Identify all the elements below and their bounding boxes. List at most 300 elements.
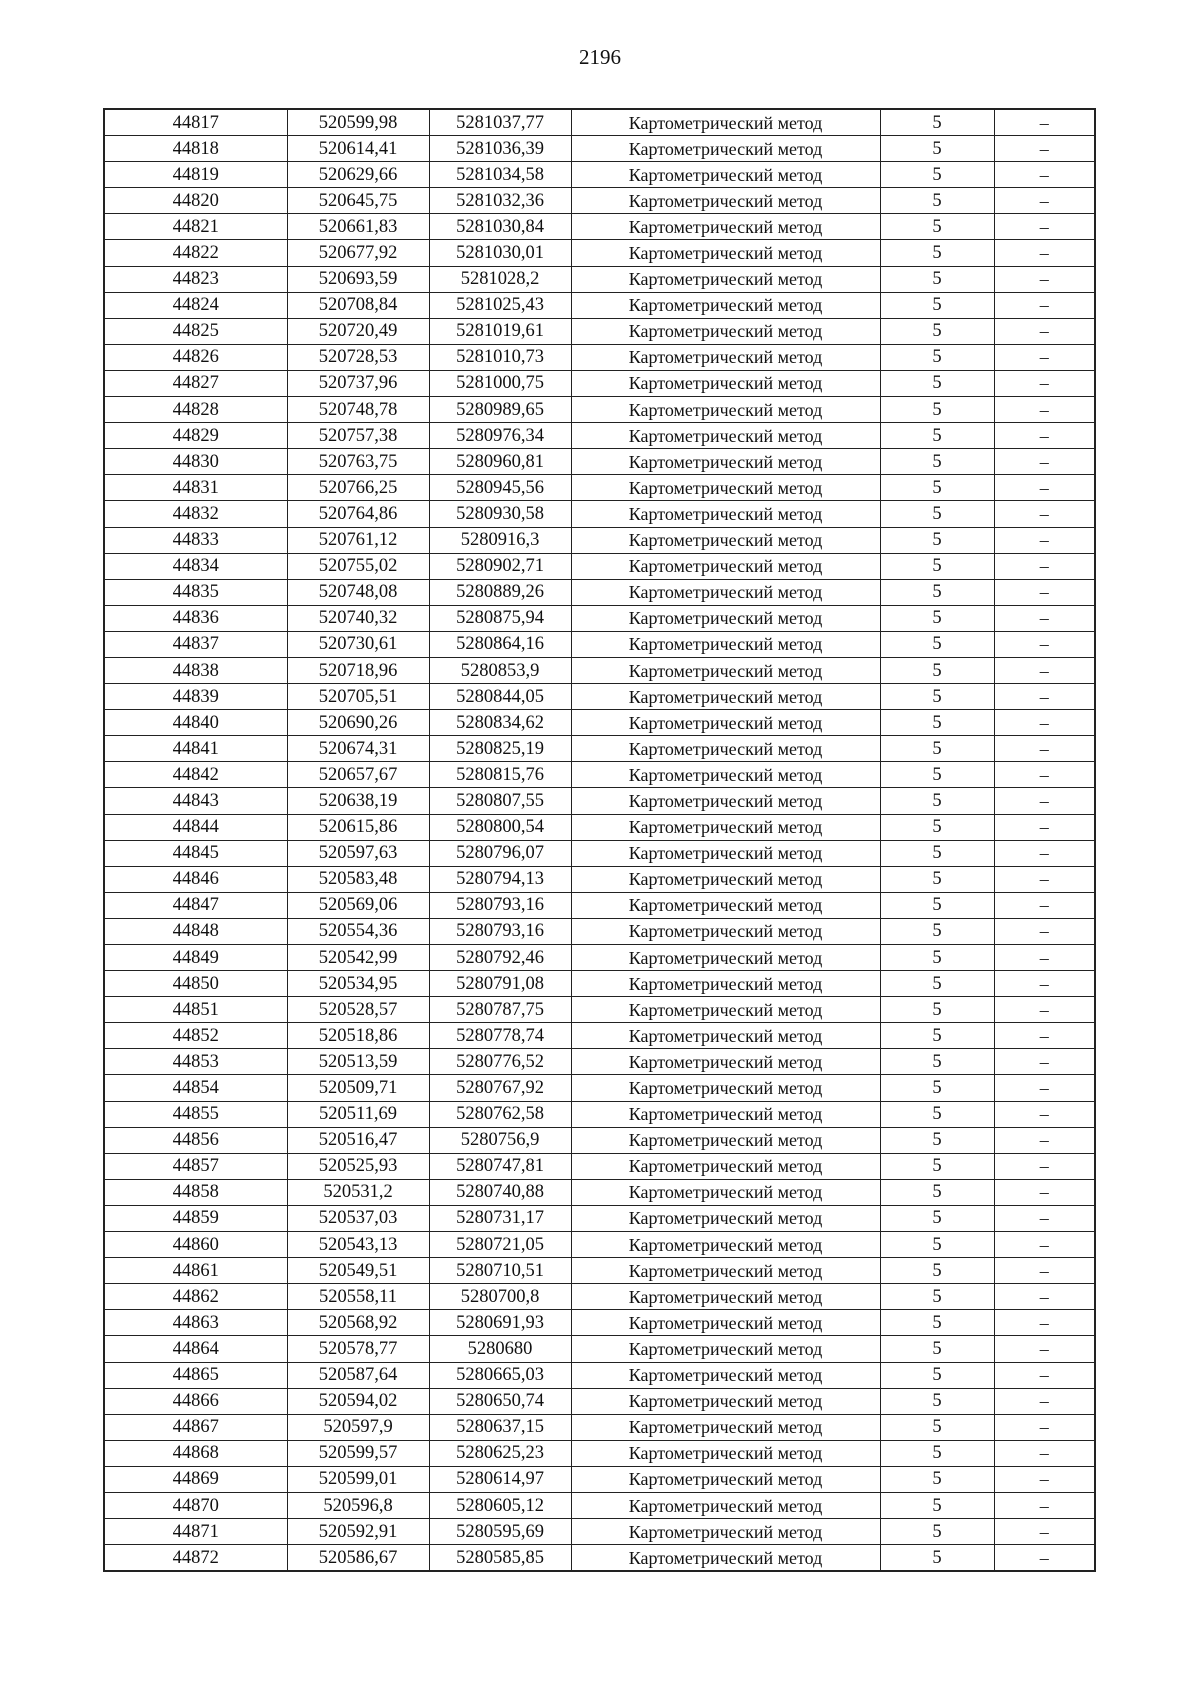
- method-cell: Картометрический метод: [571, 370, 880, 396]
- point-number-cell: 44823: [104, 266, 287, 292]
- table-row: [104, 1362, 1095, 1388]
- point-number-cell: 44837: [104, 631, 287, 657]
- accuracy-cell: 5: [880, 605, 994, 631]
- x-coordinate-cell: 520755,02: [287, 553, 429, 579]
- accuracy-cell: 5: [880, 866, 994, 892]
- y-coordinate-cell: 5281037,77: [429, 109, 571, 136]
- point-number-cell: 44868: [104, 1440, 287, 1466]
- table-row: [104, 918, 1095, 944]
- accuracy-cell: 5: [880, 240, 994, 266]
- method-cell: Картометрический метод: [571, 1179, 880, 1205]
- method-cell: Картометрический метод: [571, 1466, 880, 1492]
- y-coordinate-cell: 5280740,88: [429, 1179, 571, 1205]
- x-coordinate-cell: 520537,03: [287, 1205, 429, 1231]
- x-coordinate-cell: 520728,53: [287, 344, 429, 370]
- x-coordinate-cell: 520764,86: [287, 501, 429, 527]
- x-coordinate-cell: 520757,38: [287, 423, 429, 449]
- point-number-cell: 44863: [104, 1310, 287, 1336]
- point-number-cell: 44833: [104, 527, 287, 553]
- x-coordinate-cell: 520599,98: [287, 109, 429, 136]
- table-row: [104, 684, 1095, 710]
- table-row: [104, 475, 1095, 501]
- note-cell: –: [994, 605, 1095, 631]
- accuracy-cell: 5: [880, 397, 994, 423]
- accuracy-cell: 5: [880, 1153, 994, 1179]
- note-cell: –: [994, 710, 1095, 736]
- table-row: [104, 1127, 1095, 1153]
- table-row: [104, 214, 1095, 240]
- y-coordinate-cell: 5280595,69: [429, 1519, 571, 1545]
- y-coordinate-cell: 5280762,58: [429, 1101, 571, 1127]
- method-cell: Картометрический метод: [571, 527, 880, 553]
- point-number-cell: 44832: [104, 501, 287, 527]
- accuracy-cell: 5: [880, 344, 994, 370]
- table-row: [104, 710, 1095, 736]
- table-row: [104, 162, 1095, 188]
- accuracy-cell: 5: [880, 788, 994, 814]
- accuracy-cell: 5: [880, 1362, 994, 1388]
- method-cell: Картометрический метод: [571, 1492, 880, 1518]
- method-cell: Картометрический метод: [571, 109, 880, 136]
- table-row: [104, 292, 1095, 318]
- y-coordinate-cell: 5280605,12: [429, 1492, 571, 1518]
- accuracy-cell: 5: [880, 1127, 994, 1153]
- x-coordinate-cell: 520599,57: [287, 1440, 429, 1466]
- method-cell: Картометрический метод: [571, 997, 880, 1023]
- table-row: [104, 840, 1095, 866]
- y-coordinate-cell: 5280710,51: [429, 1258, 571, 1284]
- accuracy-cell: 5: [880, 214, 994, 240]
- y-coordinate-cell: 5280793,16: [429, 892, 571, 918]
- note-cell: –: [994, 1284, 1095, 1310]
- method-cell: Картометрический метод: [571, 240, 880, 266]
- accuracy-cell: 5: [880, 318, 994, 344]
- x-coordinate-cell: 520708,84: [287, 292, 429, 318]
- y-coordinate-cell: 5280930,58: [429, 501, 571, 527]
- point-number-cell: 44825: [104, 318, 287, 344]
- y-coordinate-cell: 5280731,17: [429, 1205, 571, 1231]
- point-number-cell: 44841: [104, 736, 287, 762]
- coordinates-table-body: [104, 109, 1095, 1571]
- note-cell: –: [994, 136, 1095, 162]
- x-coordinate-cell: 520596,8: [287, 1492, 429, 1518]
- note-cell: –: [994, 1414, 1095, 1440]
- point-number-cell: 44860: [104, 1232, 287, 1258]
- method-cell: Картометрический метод: [571, 344, 880, 370]
- y-coordinate-cell: 5280650,74: [429, 1388, 571, 1414]
- x-coordinate-cell: 520748,08: [287, 579, 429, 605]
- note-cell: –: [994, 788, 1095, 814]
- note-cell: –: [994, 266, 1095, 292]
- x-coordinate-cell: 520592,91: [287, 1519, 429, 1545]
- y-coordinate-cell: 5280721,05: [429, 1232, 571, 1258]
- y-coordinate-cell: 5281030,01: [429, 240, 571, 266]
- method-cell: Картометрический метод: [571, 762, 880, 788]
- accuracy-cell: 5: [880, 1388, 994, 1414]
- note-cell: –: [994, 1258, 1095, 1284]
- table-row: [104, 788, 1095, 814]
- x-coordinate-cell: 520516,47: [287, 1127, 429, 1153]
- y-coordinate-cell: 5280916,3: [429, 527, 571, 553]
- accuracy-cell: 5: [880, 1545, 994, 1572]
- x-coordinate-cell: 520599,01: [287, 1466, 429, 1492]
- method-cell: Картометрический метод: [571, 397, 880, 423]
- table-row: [104, 1336, 1095, 1362]
- table-row: [104, 501, 1095, 527]
- note-cell: –: [994, 449, 1095, 475]
- table-row: [104, 579, 1095, 605]
- note-cell: –: [994, 971, 1095, 997]
- accuracy-cell: 5: [880, 710, 994, 736]
- y-coordinate-cell: 5280834,62: [429, 710, 571, 736]
- note-cell: –: [994, 1388, 1095, 1414]
- x-coordinate-cell: 520730,61: [287, 631, 429, 657]
- method-cell: Картометрический метод: [571, 605, 880, 631]
- table-row: [104, 1519, 1095, 1545]
- table-row: [104, 736, 1095, 762]
- note-cell: –: [994, 397, 1095, 423]
- note-cell: –: [994, 918, 1095, 944]
- accuracy-cell: 5: [880, 449, 994, 475]
- point-number-cell: 44818: [104, 136, 287, 162]
- y-coordinate-cell: 5280665,03: [429, 1362, 571, 1388]
- y-coordinate-cell: 5281034,58: [429, 162, 571, 188]
- y-coordinate-cell: 5280807,55: [429, 788, 571, 814]
- point-number-cell: 44857: [104, 1153, 287, 1179]
- table-row: [104, 1258, 1095, 1284]
- point-number-cell: 44842: [104, 762, 287, 788]
- note-cell: –: [994, 240, 1095, 266]
- table-row: [104, 631, 1095, 657]
- note-cell: –: [994, 814, 1095, 840]
- accuracy-cell: 5: [880, 370, 994, 396]
- table-row: [104, 1101, 1095, 1127]
- accuracy-cell: 5: [880, 136, 994, 162]
- accuracy-cell: 5: [880, 423, 994, 449]
- note-cell: –: [994, 1153, 1095, 1179]
- x-coordinate-cell: 520568,92: [287, 1310, 429, 1336]
- point-number-cell: 44838: [104, 657, 287, 683]
- note-cell: –: [994, 762, 1095, 788]
- method-cell: Картометрический метод: [571, 840, 880, 866]
- point-number-cell: 44859: [104, 1205, 287, 1231]
- point-number-cell: 44866: [104, 1388, 287, 1414]
- accuracy-cell: 5: [880, 1258, 994, 1284]
- method-cell: Картометрический метод: [571, 1232, 880, 1258]
- y-coordinate-cell: 5280844,05: [429, 684, 571, 710]
- table-row: [104, 397, 1095, 423]
- note-cell: –: [994, 579, 1095, 605]
- method-cell: Картометрический метод: [571, 292, 880, 318]
- table-row: [104, 136, 1095, 162]
- y-coordinate-cell: 5280825,19: [429, 736, 571, 762]
- table-row: [104, 1310, 1095, 1336]
- x-coordinate-cell: 520690,26: [287, 710, 429, 736]
- method-cell: Картометрический метод: [571, 684, 880, 710]
- method-cell: Картометрический метод: [571, 1023, 880, 1049]
- y-coordinate-cell: 5280747,81: [429, 1153, 571, 1179]
- note-cell: –: [994, 501, 1095, 527]
- y-coordinate-cell: 5280792,46: [429, 945, 571, 971]
- y-coordinate-cell: 5280794,13: [429, 866, 571, 892]
- method-cell: Картометрический метод: [571, 1075, 880, 1101]
- point-number-cell: 44821: [104, 214, 287, 240]
- method-cell: Картометрический метод: [571, 1127, 880, 1153]
- point-number-cell: 44848: [104, 918, 287, 944]
- y-coordinate-cell: 5280776,52: [429, 1049, 571, 1075]
- point-number-cell: 44858: [104, 1179, 287, 1205]
- table-row: [104, 1232, 1095, 1258]
- y-coordinate-cell: 5280875,94: [429, 605, 571, 631]
- y-coordinate-cell: 5280889,26: [429, 579, 571, 605]
- y-coordinate-cell: 5280625,23: [429, 1440, 571, 1466]
- table-row: [104, 370, 1095, 396]
- table-row: [104, 423, 1095, 449]
- x-coordinate-cell: 520761,12: [287, 527, 429, 553]
- coordinates-table: [103, 108, 1096, 1572]
- x-coordinate-cell: 520513,59: [287, 1049, 429, 1075]
- y-coordinate-cell: 5281010,73: [429, 344, 571, 370]
- x-coordinate-cell: 520569,06: [287, 892, 429, 918]
- accuracy-cell: 5: [880, 1414, 994, 1440]
- accuracy-cell: 5: [880, 527, 994, 553]
- y-coordinate-cell: 5280700,8: [429, 1284, 571, 1310]
- x-coordinate-cell: 520586,67: [287, 1545, 429, 1572]
- x-coordinate-cell: 520657,67: [287, 762, 429, 788]
- y-coordinate-cell: 5280637,15: [429, 1414, 571, 1440]
- point-number-cell: 44828: [104, 397, 287, 423]
- table-row: [104, 527, 1095, 553]
- note-cell: –: [994, 1336, 1095, 1362]
- note-cell: –: [994, 1075, 1095, 1101]
- point-number-cell: 44865: [104, 1362, 287, 1388]
- accuracy-cell: 5: [880, 814, 994, 840]
- note-cell: –: [994, 318, 1095, 344]
- note-cell: –: [994, 1205, 1095, 1231]
- accuracy-cell: 5: [880, 1440, 994, 1466]
- accuracy-cell: 5: [880, 1179, 994, 1205]
- x-coordinate-cell: 520594,02: [287, 1388, 429, 1414]
- y-coordinate-cell: 5280960,81: [429, 449, 571, 475]
- method-cell: Картометрический метод: [571, 1519, 880, 1545]
- point-number-cell: 44824: [104, 292, 287, 318]
- note-cell: –: [994, 657, 1095, 683]
- method-cell: Картометрический метод: [571, 1153, 880, 1179]
- x-coordinate-cell: 520528,57: [287, 997, 429, 1023]
- table-row: [104, 1179, 1095, 1205]
- point-number-cell: 44855: [104, 1101, 287, 1127]
- accuracy-cell: 5: [880, 1023, 994, 1049]
- x-coordinate-cell: 520645,75: [287, 188, 429, 214]
- y-coordinate-cell: 5281030,84: [429, 214, 571, 240]
- accuracy-cell: 5: [880, 631, 994, 657]
- x-coordinate-cell: 520542,99: [287, 945, 429, 971]
- point-number-cell: 44869: [104, 1466, 287, 1492]
- table-row: [104, 605, 1095, 631]
- method-cell: Картометрический метод: [571, 449, 880, 475]
- y-coordinate-cell: 5280853,9: [429, 657, 571, 683]
- accuracy-cell: 5: [880, 1232, 994, 1258]
- note-cell: –: [994, 1232, 1095, 1258]
- method-cell: Картометрический метод: [571, 1362, 880, 1388]
- point-number-cell: 44856: [104, 1127, 287, 1153]
- point-number-cell: 44822: [104, 240, 287, 266]
- x-coordinate-cell: 520558,11: [287, 1284, 429, 1310]
- x-coordinate-cell: 520674,31: [287, 736, 429, 762]
- method-cell: Картометрический метод: [571, 1049, 880, 1075]
- y-coordinate-cell: 5280691,93: [429, 1310, 571, 1336]
- x-coordinate-cell: 520614,41: [287, 136, 429, 162]
- accuracy-cell: 5: [880, 945, 994, 971]
- y-coordinate-cell: 5280815,76: [429, 762, 571, 788]
- x-coordinate-cell: 520549,51: [287, 1258, 429, 1284]
- method-cell: Картометрический метод: [571, 266, 880, 292]
- point-number-cell: 44836: [104, 605, 287, 631]
- x-coordinate-cell: 520534,95: [287, 971, 429, 997]
- x-coordinate-cell: 520597,63: [287, 840, 429, 866]
- y-coordinate-cell: 5280976,34: [429, 423, 571, 449]
- table-row: [104, 1545, 1095, 1572]
- note-cell: –: [994, 684, 1095, 710]
- method-cell: Картометрический метод: [571, 1388, 880, 1414]
- accuracy-cell: 5: [880, 840, 994, 866]
- point-number-cell: 44843: [104, 788, 287, 814]
- table-row: [104, 1388, 1095, 1414]
- x-coordinate-cell: 520693,59: [287, 266, 429, 292]
- method-cell: Картометрический метод: [571, 814, 880, 840]
- table-row: [104, 344, 1095, 370]
- point-number-cell: 44829: [104, 423, 287, 449]
- point-number-cell: 44834: [104, 553, 287, 579]
- table-row: [104, 762, 1095, 788]
- accuracy-cell: 5: [880, 579, 994, 605]
- accuracy-cell: 5: [880, 162, 994, 188]
- note-cell: –: [994, 1127, 1095, 1153]
- y-coordinate-cell: 5281000,75: [429, 370, 571, 396]
- y-coordinate-cell: 5281025,43: [429, 292, 571, 318]
- accuracy-cell: 5: [880, 188, 994, 214]
- point-number-cell: 44850: [104, 971, 287, 997]
- accuracy-cell: 5: [880, 1492, 994, 1518]
- table-row: [104, 1153, 1095, 1179]
- point-number-cell: 44846: [104, 866, 287, 892]
- y-coordinate-cell: 5280800,54: [429, 814, 571, 840]
- method-cell: Картометрический метод: [571, 162, 880, 188]
- accuracy-cell: 5: [880, 1205, 994, 1231]
- method-cell: Картометрический метод: [571, 1414, 880, 1440]
- point-number-cell: 44840: [104, 710, 287, 736]
- table-row: [104, 657, 1095, 683]
- point-number-cell: 44854: [104, 1075, 287, 1101]
- x-coordinate-cell: 520554,36: [287, 918, 429, 944]
- point-number-cell: 44862: [104, 1284, 287, 1310]
- table-row: [104, 188, 1095, 214]
- table-row: [104, 1492, 1095, 1518]
- x-coordinate-cell: 520509,71: [287, 1075, 429, 1101]
- table-row: [104, 1205, 1095, 1231]
- x-coordinate-cell: 520511,69: [287, 1101, 429, 1127]
- x-coordinate-cell: 520615,86: [287, 814, 429, 840]
- accuracy-cell: 5: [880, 762, 994, 788]
- note-cell: –: [994, 736, 1095, 762]
- point-number-cell: 44819: [104, 162, 287, 188]
- table-row: [104, 318, 1095, 344]
- y-coordinate-cell: 5280791,08: [429, 971, 571, 997]
- method-cell: Картометрический метод: [571, 136, 880, 162]
- point-number-cell: 44864: [104, 1336, 287, 1362]
- note-cell: –: [994, 1440, 1095, 1466]
- method-cell: Картометрический метод: [571, 1258, 880, 1284]
- y-coordinate-cell: 5280680: [429, 1336, 571, 1362]
- x-coordinate-cell: 520629,66: [287, 162, 429, 188]
- accuracy-cell: 5: [880, 736, 994, 762]
- point-number-cell: 44827: [104, 370, 287, 396]
- x-coordinate-cell: 520737,96: [287, 370, 429, 396]
- table-row: [104, 814, 1095, 840]
- y-coordinate-cell: 5280902,71: [429, 553, 571, 579]
- accuracy-cell: 5: [880, 1075, 994, 1101]
- accuracy-cell: 5: [880, 1284, 994, 1310]
- point-number-cell: 44870: [104, 1492, 287, 1518]
- point-number-cell: 44849: [104, 945, 287, 971]
- note-cell: –: [994, 109, 1095, 136]
- note-cell: –: [994, 997, 1095, 1023]
- accuracy-cell: 5: [880, 1101, 994, 1127]
- x-coordinate-cell: 520748,78: [287, 397, 429, 423]
- note-cell: –: [994, 1545, 1095, 1572]
- point-number-cell: 44871: [104, 1519, 287, 1545]
- y-coordinate-cell: 5280793,16: [429, 918, 571, 944]
- note-cell: –: [994, 840, 1095, 866]
- x-coordinate-cell: 520587,64: [287, 1362, 429, 1388]
- point-number-cell: 44845: [104, 840, 287, 866]
- note-cell: –: [994, 475, 1095, 501]
- y-coordinate-cell: 5280787,75: [429, 997, 571, 1023]
- note-cell: –: [994, 423, 1095, 449]
- accuracy-cell: 5: [880, 1310, 994, 1336]
- note-cell: –: [994, 527, 1095, 553]
- table-row: [104, 109, 1095, 136]
- y-coordinate-cell: 5280945,56: [429, 475, 571, 501]
- method-cell: Картометрический метод: [571, 631, 880, 657]
- method-cell: Картометрический метод: [571, 1101, 880, 1127]
- point-number-cell: 44835: [104, 579, 287, 605]
- accuracy-cell: 5: [880, 657, 994, 683]
- method-cell: Картометрический метод: [571, 866, 880, 892]
- note-cell: –: [994, 945, 1095, 971]
- method-cell: Картометрический метод: [571, 318, 880, 344]
- note-cell: –: [994, 1519, 1095, 1545]
- method-cell: Картометрический метод: [571, 788, 880, 814]
- point-number-cell: 44830: [104, 449, 287, 475]
- note-cell: –: [994, 1466, 1095, 1492]
- table-row: [104, 553, 1095, 579]
- note-cell: –: [994, 1492, 1095, 1518]
- method-cell: Картометрический метод: [571, 188, 880, 214]
- x-coordinate-cell: 520718,96: [287, 657, 429, 683]
- method-cell: Картометрический метод: [571, 892, 880, 918]
- table-row: [104, 1440, 1095, 1466]
- note-cell: –: [994, 344, 1095, 370]
- y-coordinate-cell: 5280614,97: [429, 1466, 571, 1492]
- point-number-cell: 44867: [104, 1414, 287, 1440]
- table-row: [104, 1284, 1095, 1310]
- accuracy-cell: 5: [880, 266, 994, 292]
- y-coordinate-cell: 5281019,61: [429, 318, 571, 344]
- method-cell: Картометрический метод: [571, 1545, 880, 1572]
- page-number: 2196: [579, 45, 621, 69]
- method-cell: Картометрический метод: [571, 501, 880, 527]
